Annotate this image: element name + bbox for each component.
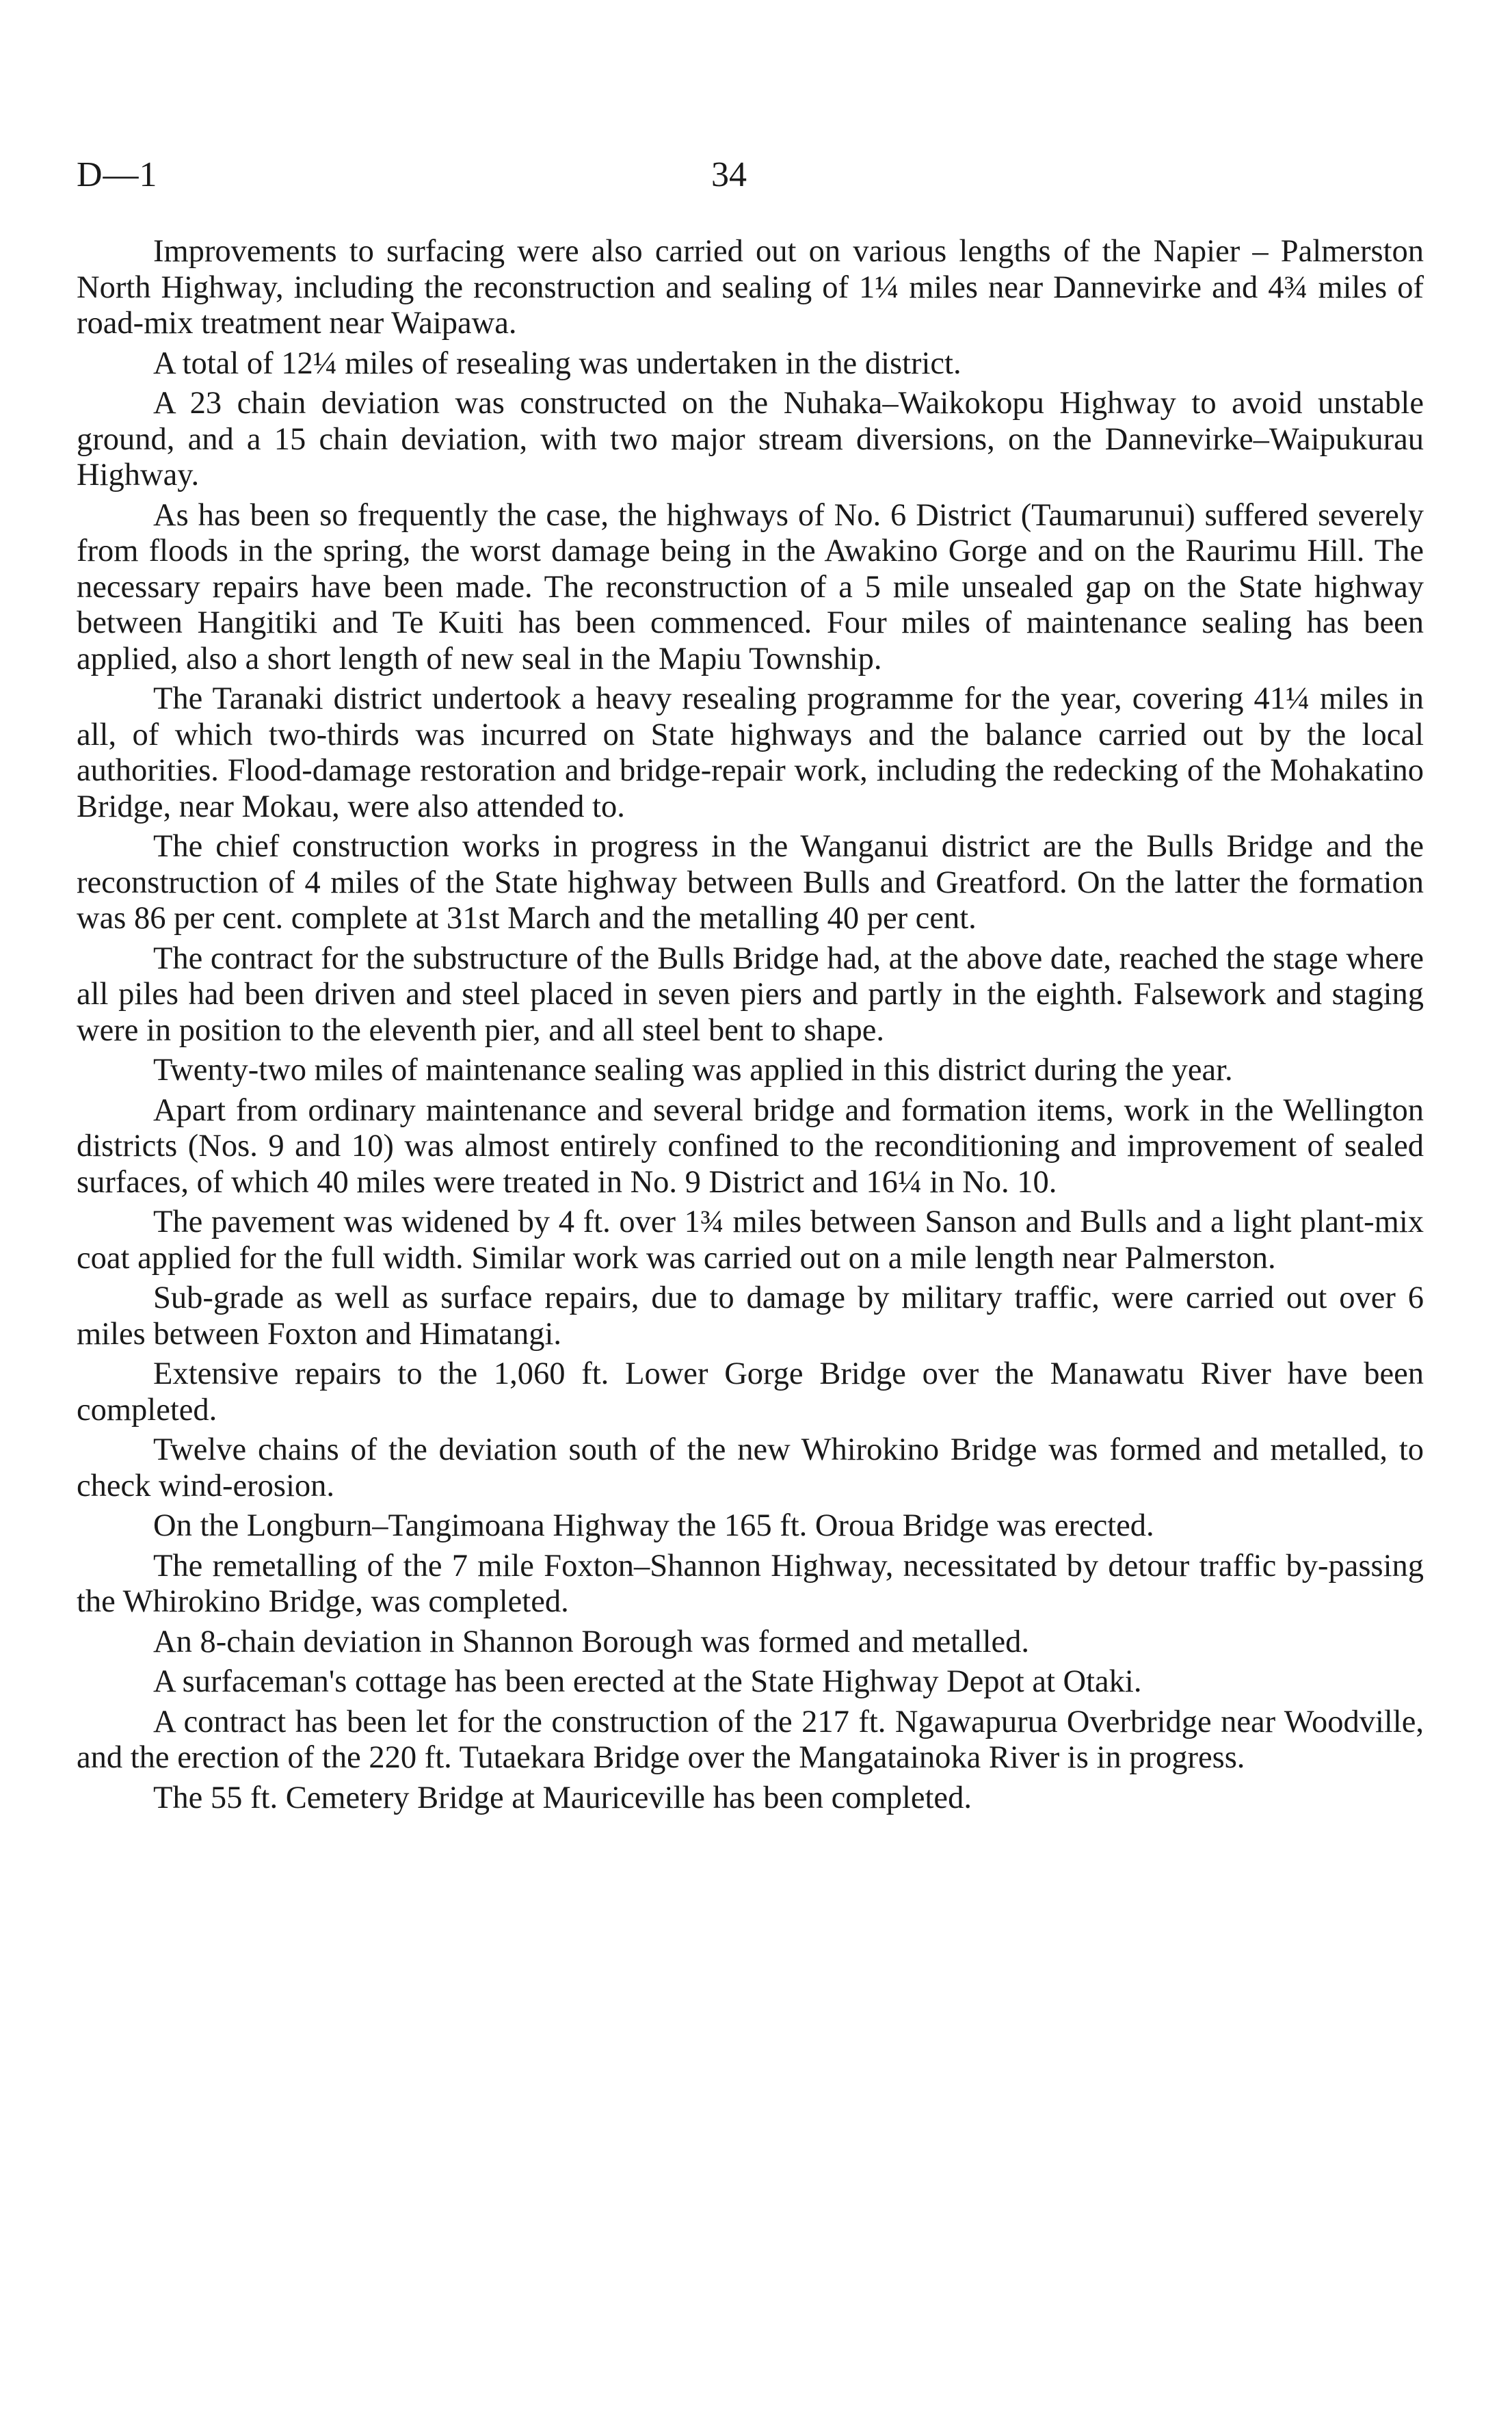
document-reference: D—1	[77, 155, 158, 194]
paragraph: A total of 12¼ miles of resealing was undertaken in the district.	[153, 345, 961, 381]
paragraph: The remetalling of the 7 mile Foxton–Shannon Highway, necessitated by detour traffic by-passing the Whirokino Bridge, was completed.	[77, 1548, 1424, 1619]
paragraph: Apart from ordinary maintenance and several bridge and formation items, work in the Wellington districts (Nos. 9 and 10) was almost entirely confined to the reconditioning and improvement of sealed surfaces, of which 40 miles were treated in No. 9 District and 16¼ in No. 10.	[77, 1092, 1424, 1200]
paragraph: On the Longburn–Tangimoana Highway the 165 ft. Oroua Bridge was erected.	[153, 1508, 1154, 1543]
paragraph: Sub-grade as well as surface repairs, due to damage by military traffic, were carried out over 6 miles between Foxton and Himatangi.	[77, 1280, 1424, 1352]
paragraph: As has been so frequently the case, the highways of No. 6 District (Taumarunui) suffered severely from floods in the spring, the worst damage being in the Awakino Gorge and on the Raurimu Hill. The necessary repairs have been made. The reconstruction of a 5 mile unsealed gap on the State highway between Hangitiki and Te Kuiti has been commenced. Four miles of maintenance sealing has been applied, also a short length of new seal in the Mapiu Township.	[77, 497, 1424, 676]
paragraph: The chief construction works in progress in the Wanganui district are the Bulls Bridge and the reconstruction of 4 miles of the State highway between Bulls and Greatford. On the latter the formation was 86 per cent. complete at 31st March and the metalling 40 per cent.	[77, 829, 1424, 936]
paragraph: Extensive repairs to the 1,060 ft. Lower Gorge Bridge over the Manawatu River have been completed.	[77, 1356, 1424, 1428]
paragraph: Improvements to surfacing were also carried out on various lengths of the Napier – Palmerston North Highway, including the reconstruction and sealing of 1¼ miles near Dannevirke and 4¾ miles of road-mix treatment near Waipawa.	[77, 234, 1424, 341]
paragraph: A 23 chain deviation was constructed on the Nuhaka–Waikokopu Highway to avoid unstable ground, and a 15 chain deviation, with two major stream diversions, on the Dannevirke–Waipukurau Highway.	[77, 386, 1424, 492]
paragraph: An 8-chain deviation in Shannon Borough was formed and metalled.	[153, 1624, 1030, 1659]
paragraph: The Taranaki district undertook a heavy resealing programme for the year, covering 41¼ miles in all, of which two-thirds was incurred on State highways and the balance carried out by the local authorities. Flood-damage restoration and bridge-repair work, including the redecking of the Mohakatino Bridge, near Mokau, were also attended to.	[77, 681, 1424, 824]
paragraph: A surfaceman's cottage has been erected at the State Highway Depot at Otaki.	[153, 1664, 1142, 1699]
paragraph: Twelve chains of the deviation south of the new Whirokino Bridge was formed and metalled, to check wind-erosion.	[77, 1432, 1424, 1503]
body-text	[77, 234, 1424, 1820]
paragraph: Twenty-two miles of maintenance sealing was applied in this district during the year.	[153, 1053, 1233, 1088]
paragraph: The pavement was widened by 4 ft. over 1¾ miles between Sanson and Bulls and a light plant-mix coat applied for the full width. Similar work was carried out on a mile length near Palmerston.	[77, 1205, 1424, 1276]
page-number: 34	[711, 155, 747, 194]
paragraph: A contract has been let for the construction of the 217 ft. Ngawapurua Overbridge near Woodville, and the erection of the 220 ft. Tutaekara Bridge over the Mangatainoka River is in progress.	[77, 1704, 1424, 1775]
paragraph: The contract for the substructure of the Bulls Bridge had, at the above date, reached the stage where all piles had been driven and steel placed in seven piers and partly in the eighth. Falsework and staging were in position to the eleventh pier, and all steel bent to shape.	[77, 941, 1424, 1048]
paragraph: The 55 ft. Cemetery Bridge at Mauriceville has been completed.	[153, 1780, 972, 1815]
